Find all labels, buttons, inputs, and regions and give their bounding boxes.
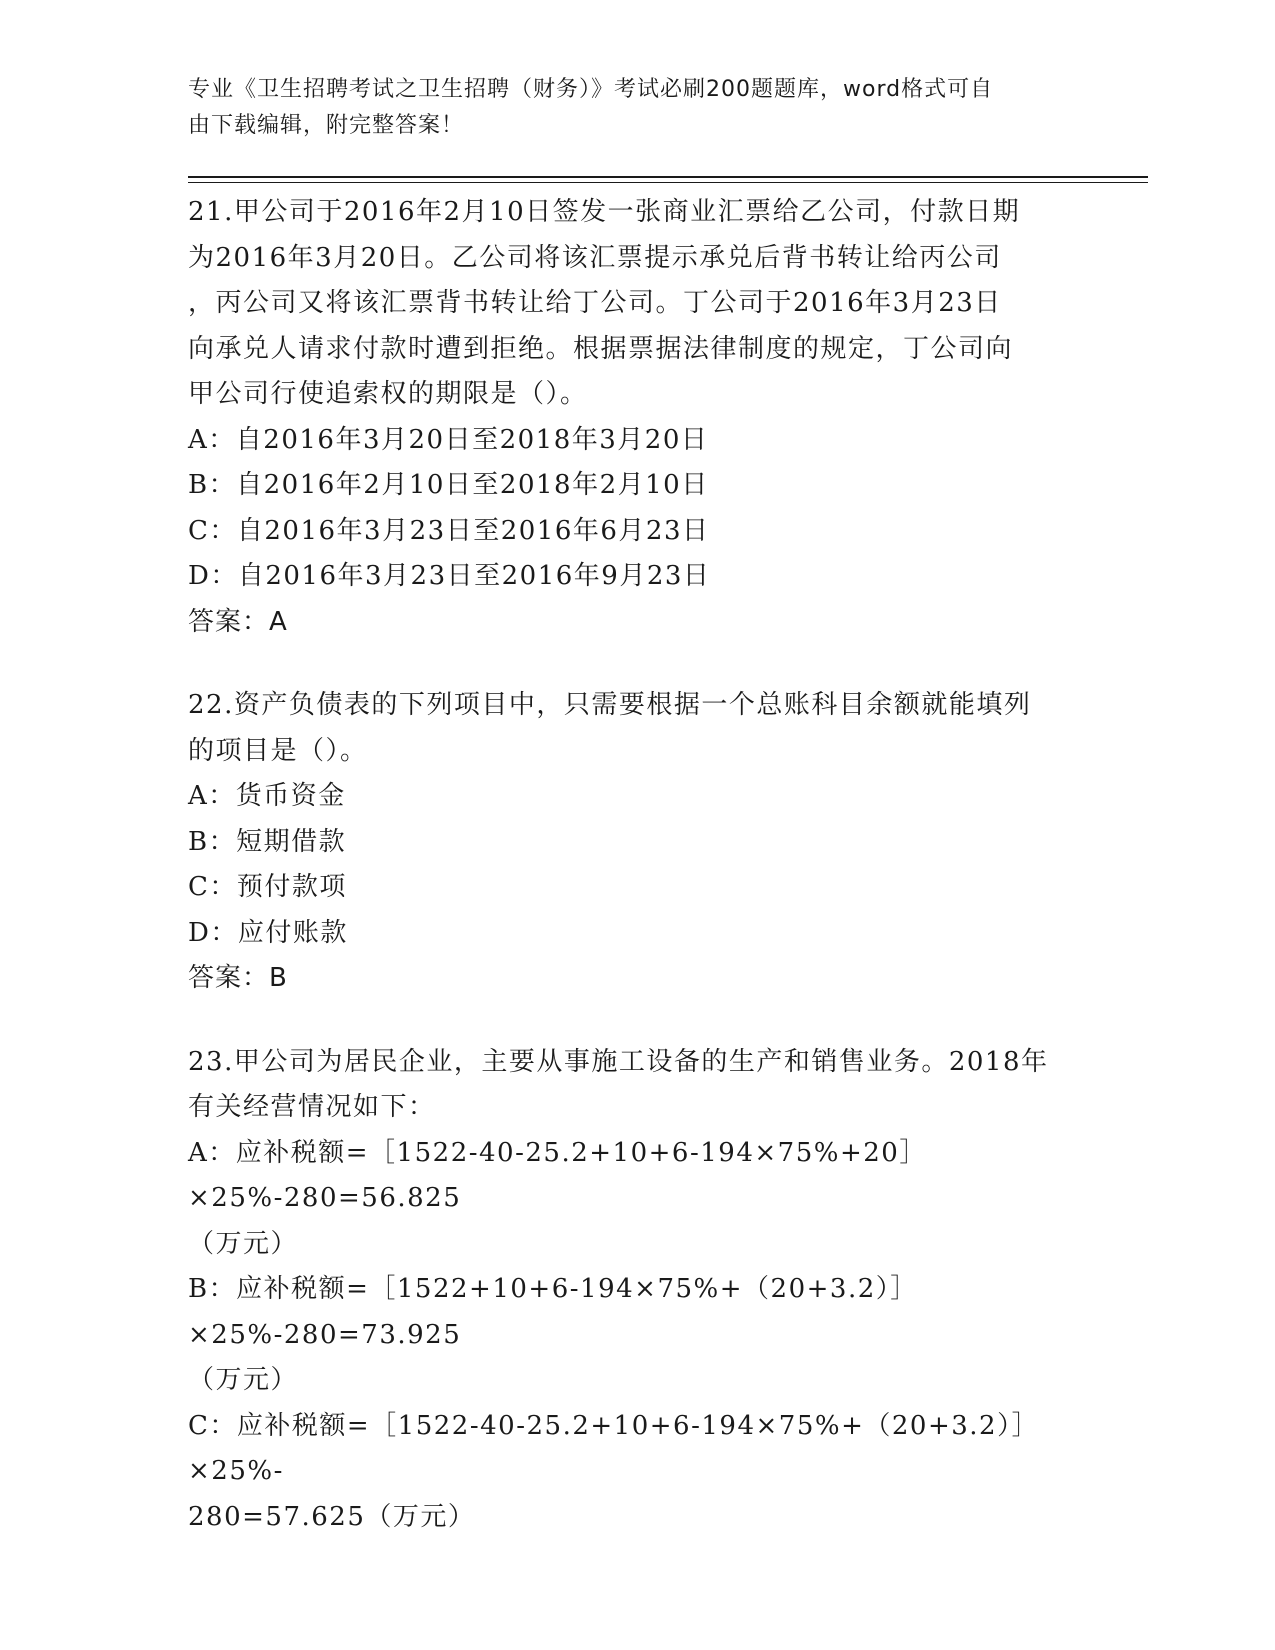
stem-line: 甲公司行使追索权的期限是（）。 [188,379,588,409]
question-stem [188,1040,1088,1131]
stem-line: 23.甲公司为居民企业，主要从事施工设备的生产和销售业务。2018年 [188,1046,1049,1077]
answer-label: 答案：B [188,963,288,993]
option-c: C：预付款项 [188,872,347,902]
stem-line: 向承兑人请求付款时遭到拒绝。根据票据法律制度的规定，丁公司向 [188,333,1014,364]
option-d: D：应付账款 [188,917,348,948]
option-d: D：自2016年3月23日至2016年9月23日 [188,561,711,591]
stem-line: 有关经营情况如下： [188,1092,436,1122]
header-rule-thick [188,176,1148,178]
question-22 [188,683,1088,1002]
option-b-cont: （万元） [188,1365,299,1395]
option-a-cont: （万元） [188,1228,299,1259]
option-c: C：自2016年3月23日至2016年6月23日 [188,515,710,546]
answer-label: 答案：A [188,606,288,637]
header-rule-thin [188,182,1148,183]
header-line-1: 专业《卫生招聘考试之卫生招聘（财务）》考试必刷200题题库，word格式可自 [188,77,994,102]
option-a: A：货币资金 [188,781,346,811]
stem-line: 22.资产负债表的下列项目中，只需要根据一个总账科目余额就能填列 [188,690,1032,720]
option-a: A：自2016年3月20日至2018年3月20日 [188,424,709,455]
stem-line: 21.甲公司于2016年2月10日签发一张商业汇票给乙公司，付款日期 [188,197,1021,227]
header-line-2: 由下载编辑，附完整答案！ [188,113,465,138]
option-c-cont: 280=57.625（万元） [188,1501,476,1532]
question-23 [188,1040,1088,1541]
stem-line: 为2016年3月20日。乙公司将该汇票提示承兑后背书转让给丙公司 [188,242,1002,273]
stem-line: 的项目是（）。 [188,735,368,766]
question-21 [188,190,1088,645]
option-a: A：应补税额=［1522-40-25.2+10+6-194×75%+20］×25%-280=56.825 [188,1137,927,1213]
option-c: C：应补税额=［1522-40-25.2+10+6-194×75%+（20+3.2）］×25%- [188,1410,1040,1486]
question-list [188,190,1088,1578]
option-b: B：自2016年2月10日至2018年2月10日 [188,470,709,500]
option-b: B：应补税额=［1522+10+6-194×75%+（20+3.2）］×25%-280=73.925 [188,1274,918,1350]
document-header [188,72,1068,144]
stem-line: ，丙公司又将该汇票背书转让给丁公司。丁公司于2016年3月23日 [188,288,1002,318]
question-stem [188,683,1088,774]
question-stem [188,190,1088,418]
option-b: B：短期借款 [188,826,347,857]
